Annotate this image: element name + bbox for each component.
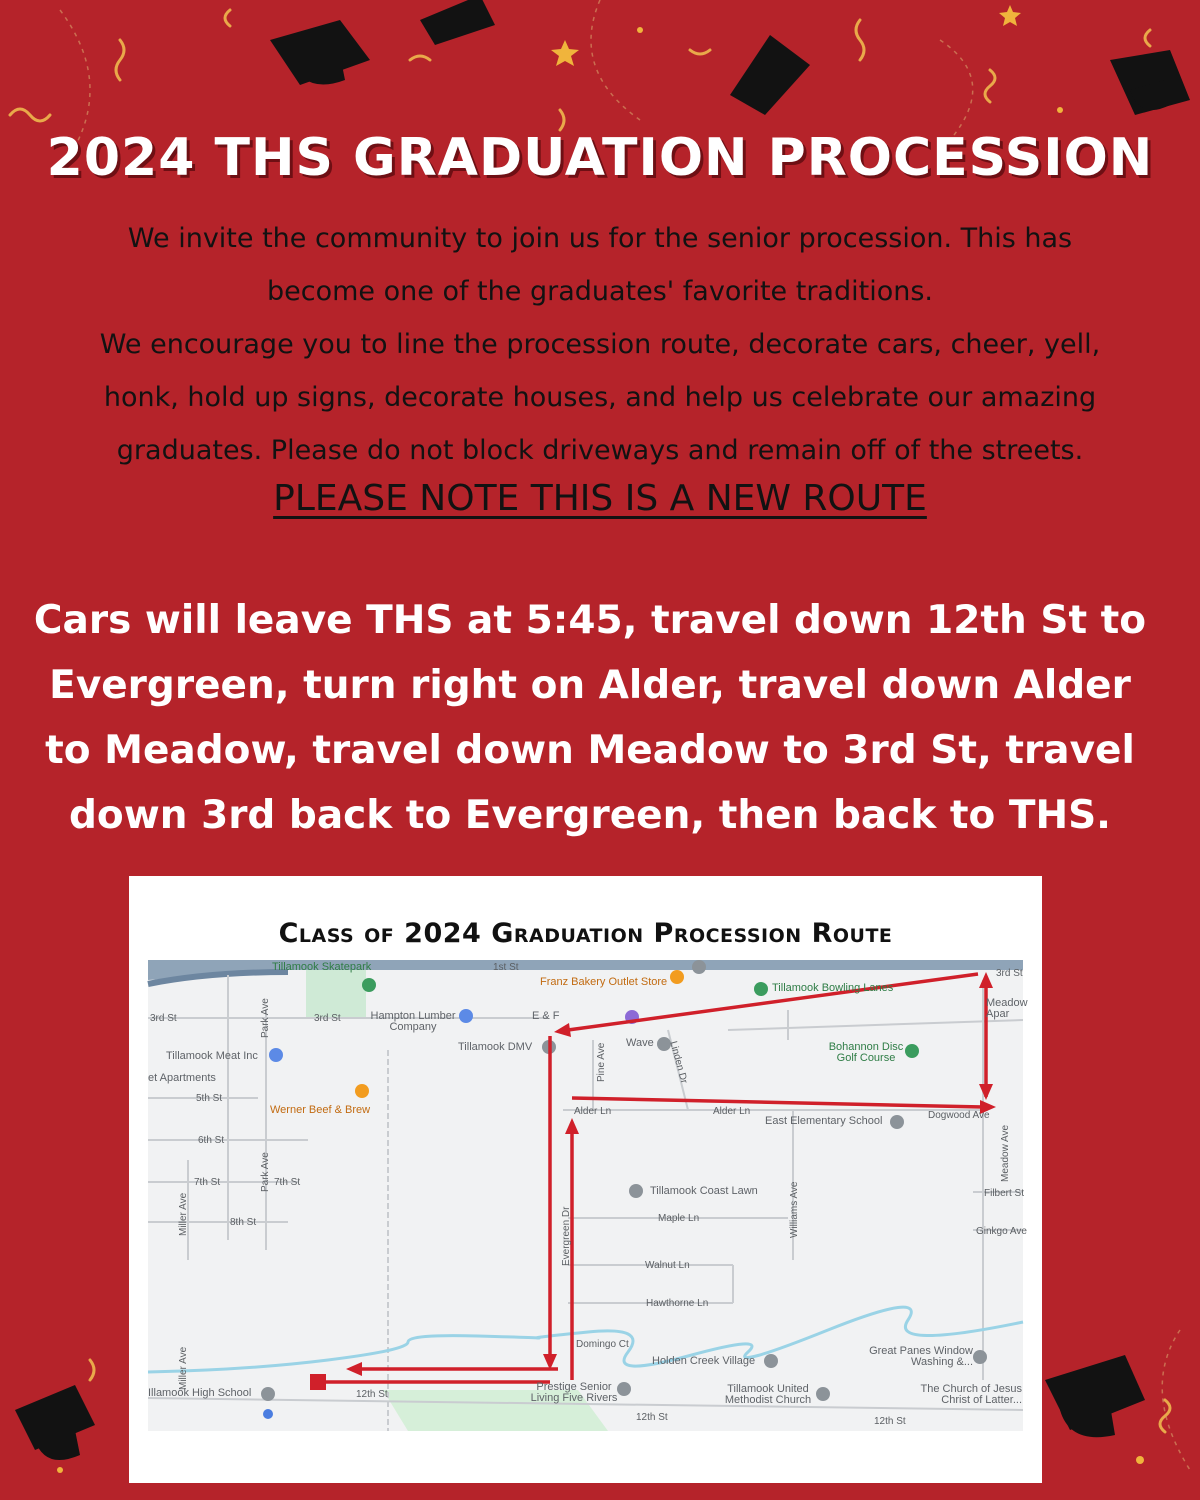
start-marker <box>310 1374 326 1390</box>
street-label: Williams Ave <box>789 1181 800 1238</box>
street-label: 3rd St <box>996 968 1023 979</box>
place-label: Wave <box>626 1037 654 1049</box>
route-map-card <box>129 876 1042 1483</box>
street-label: 1st St <box>493 962 519 973</box>
intro-line: We invite the community to join us for the senior procession. This has <box>127 223 1073 254</box>
street-label: 5th St <box>196 1093 223 1104</box>
place-label: Tillamook Skatepark <box>272 961 372 973</box>
place-label: Great Panes Window Washing &... <box>869 1345 973 1368</box>
route-map <box>148 960 1028 1431</box>
new-route-note: PLEASE NOTE THIS IS A NEW ROUTE <box>273 478 927 519</box>
street-label: Domingo Ct <box>576 1339 629 1350</box>
place-label: Tillamook Bowling Lanes <box>772 982 894 994</box>
intro-line: become one of the graduates' favorite traditions. <box>267 276 933 307</box>
place-label: et Apartments <box>148 1072 216 1084</box>
street-label: 7th St <box>194 1177 221 1188</box>
route-line: to Meadow, travel down Meadow to 3rd St, travel <box>45 728 1135 773</box>
street-label: Maple Ln <box>658 1213 700 1224</box>
street-label: Alder Ln <box>713 1106 751 1117</box>
street-label: Linden Dr <box>667 1040 690 1085</box>
place-label: Werner Beef & Brew <box>270 1104 371 1116</box>
street-label: Park Ave <box>260 1152 271 1192</box>
street-label: Alder Ln <box>574 1106 612 1117</box>
place-label: Tillamook DMV <box>458 1041 533 1053</box>
page-title: 2024 THS GRADUATION PROCESSION <box>46 128 1154 188</box>
streamer-icon <box>10 109 50 121</box>
street-label: 6th St <box>198 1135 225 1146</box>
route-line: Evergreen, turn right on Alder, travel down Alder <box>49 663 1131 708</box>
street-label: 3rd St <box>150 1013 177 1024</box>
street-label: Filbert St <box>984 1188 1025 1199</box>
street-label: Hawthorne Ln <box>646 1298 709 1309</box>
place-label: Prestige Senior Living Five Rivers <box>530 1381 618 1404</box>
street-label: Ginkgo Ave <box>976 1226 1027 1237</box>
place-label: Hampton Lumber Company <box>370 1010 456 1033</box>
place-label: Tillamook Coast Lawn <box>650 1185 758 1197</box>
street-label: Walnut Ln <box>645 1260 690 1271</box>
place-label: Bohannon Disc Golf Course <box>828 1041 904 1064</box>
street-label: Dogwood Ave <box>928 1110 990 1121</box>
street-label: Evergreen Dr <box>561 1206 572 1266</box>
star-icon <box>551 40 579 66</box>
street-label: 12th St <box>636 1412 668 1423</box>
intro-text <box>40 212 1160 477</box>
place-label: Franz Bakery Outlet Store <box>540 976 668 988</box>
place-label: The Church of Jesus Christ of Latter... <box>920 1383 1022 1406</box>
place-label: Tillamook Meat Inc <box>166 1050 258 1062</box>
intro-line: graduates. Please do not block driveways and remain off of the streets. <box>116 435 1084 466</box>
street-label: 12th St <box>356 1389 388 1400</box>
place-label: Tillamook United Methodist Church <box>724 1383 812 1406</box>
route-description <box>10 588 1170 848</box>
park-area <box>306 968 366 1018</box>
place-label: East Elementary School <box>765 1115 883 1127</box>
street-label: Pine Ave <box>596 1042 607 1082</box>
street-label: 7th St <box>274 1177 301 1188</box>
street-label: Park Ave <box>260 998 271 1038</box>
place-label: Holden Creek Village <box>652 1355 756 1367</box>
route-line: down 3rd back to Evergreen, then back to THS. <box>68 793 1111 838</box>
street-label: Meadow Ave <box>1000 1124 1011 1182</box>
street-label: Miller Ave <box>178 1346 189 1390</box>
street-label: 8th St <box>230 1217 257 1228</box>
street-label: 12th St <box>874 1416 906 1427</box>
place-label: E & F <box>532 1010 560 1022</box>
place-label: Meadow Apar <box>986 997 1028 1020</box>
street-label: 3rd St <box>314 1013 341 1024</box>
intro-line: honk, hold up signs, decorate houses, and help us celebrate our amazing <box>103 382 1097 413</box>
route-line: Cars will leave THS at 5:45, travel down 12th St to <box>33 598 1147 643</box>
intro-line: We encourage you to line the procession route, decorate cars, cheer, yell, <box>99 329 1101 360</box>
street-label: Miller Ave <box>178 1192 189 1236</box>
procession-route <box>310 972 996 1390</box>
map-title: Class of 2024 Graduation Procession Route <box>278 918 893 949</box>
place-label: Illamook High School <box>148 1387 252 1399</box>
